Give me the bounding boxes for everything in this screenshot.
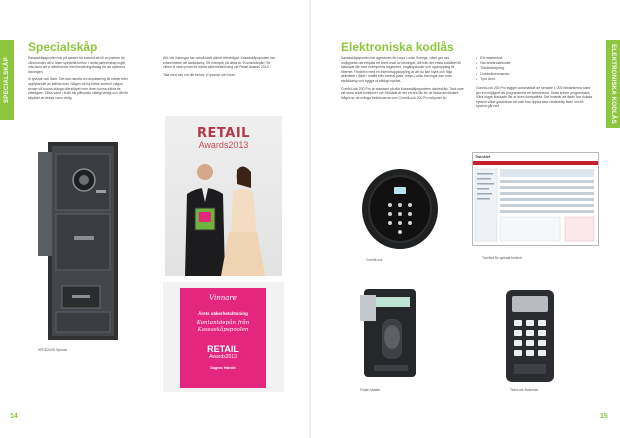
paragraph: CombiLock 200 Pro bygger automatiskt de senaste 1 000 händelserna samt ger en möjlighet att programmera ett tidsschema. Detta kräver programvara. Våra högre klassade lås är även kompatibla. Det innebär att låsen har dubbla system vilket garanterar att man kan öppna sina värdeskåp även om ett system går ned.: [476, 86, 593, 109]
award-title: Vinnare: [209, 294, 237, 302]
screenshot-header-bar: [473, 161, 598, 165]
paragraph: Kassaskåpspoolen har på senare tid kommit att bli en partner för våra kunder då vi löser speciella behov. I detta partnerskap ingår ofta även att vi distribuerar med försäkringsbolag för att optimera lösningen.: [28, 56, 126, 74]
left-text-col-1: [28, 56, 130, 103]
safe-image: [38, 140, 122, 344]
left-heading: Specialskåp: [28, 40, 98, 54]
list-item: • Nio användarkoder.: [476, 61, 596, 66]
screenshot-content: [473, 167, 598, 245]
page-spine: [309, 0, 311, 438]
right-side-tab-label: ELEKTRONISKA KODLÅS: [610, 44, 616, 124]
right-page-number: 15: [600, 413, 608, 420]
list-item: • Dubbelkommando.: [476, 72, 596, 77]
paragraph: Allt i ett lösningar har också blivit allmer efterfrågat. Kassaskåpspoolen har erfarenheten att skräddarsy. Ett exempel på detta är "Komantdepån" för vilken vi vann priset för bästa säkerhetslösning vid Retail Awards 2013.: [163, 56, 275, 70]
right-text-col-2: [476, 86, 594, 112]
right-text-col-1: [341, 56, 465, 103]
award-line-1: Årets säkerhetslösning: [198, 311, 248, 316]
list-item: • Ett masterkod.: [476, 56, 596, 61]
right-side-tab: [606, 40, 620, 128]
fingerprint-caption: Finder Master: [360, 388, 381, 392]
list-item: • Tyst larm.: [476, 77, 596, 82]
right-heading: Elektroniska kodlås: [341, 40, 454, 54]
award-logo-2: Awards2013: [209, 354, 237, 360]
fingerprint-lock-image: [356, 285, 426, 385]
award-photo: [165, 116, 282, 276]
combilock-caption: CombiLock: [366, 258, 383, 262]
combilock-image: [360, 165, 440, 251]
twinlock-caption: TwinLock Business: [510, 388, 539, 392]
award-sponsor: Dagens Handel: [210, 366, 236, 370]
left-side-tab-label: SPECIALSKÅP: [4, 57, 10, 103]
left-side-tab: [0, 40, 14, 120]
screenshot-title: TwinNet: [475, 154, 491, 159]
people-illustration: [165, 154, 282, 276]
award-card-frame: [163, 282, 284, 392]
twinnet-screenshot: [472, 152, 599, 246]
paragraph: Vi lyssnar och löser. Det kan handla om anpassning till rutiner eller uppfyllandet av ställda krav. Någon vill ha bättre kontroll, någon annan vill kunna stänga dörrskåpet men även kunna säkra de ytterligare. Olika varor i butik blir påtryckta väldigt viktigt och då blir skyddet av dessa varor viktig.: [28, 77, 129, 100]
feature-list: [476, 56, 596, 82]
paragraph: CombiLock 200 Pro är standard på alla Kassaskåpspoolens värdeskåp. Tack vare sitt stora antal funktioner och förkläde är det ett bra lås för de flesta användare. Några av de många funktionerna som CombiLock 200 Pro erbjuder är:: [341, 86, 464, 100]
twinnet-caption: TwinNet för optimal kontroll: [482, 256, 522, 260]
paragraph: Kassaskåpspoolen har agenturen för Insys Locks Sverige, vilket ger oss möjligheten att erbjuda ett brett urval av lösningar. Allt från det enkla kodlåset till klassade lås med exempelvis fingerprint, engångskoder och uppkoppling till internet. Fördelen med en internetuppkoppling är att du kan styra och följa aktiviteter i låset i realtid från central plats. Insys-Locks lösningar kan man skräddarsy och bygga ut väldigt mycket.: [341, 56, 461, 83]
paragraph: Tala med oss om ditt behov, vi lyssnar och löser.: [163, 72, 236, 77]
awards-logo-text: Awards2013: [198, 140, 249, 150]
twinlock-image: [502, 288, 558, 384]
award-card: [180, 288, 266, 388]
left-page-number: 14: [10, 413, 18, 420]
left-text-col-2: [163, 56, 278, 80]
award-logo-1: RETAIL: [207, 344, 239, 354]
safe-caption: KPDE24XD Special: [38, 348, 67, 352]
list-item: • Tidsfördröjning.: [476, 66, 596, 71]
award-line-2: Kontantdepån från Kassaskåpspoolen: [196, 320, 250, 333]
retail-logo-text: RETAIL: [197, 126, 250, 141]
